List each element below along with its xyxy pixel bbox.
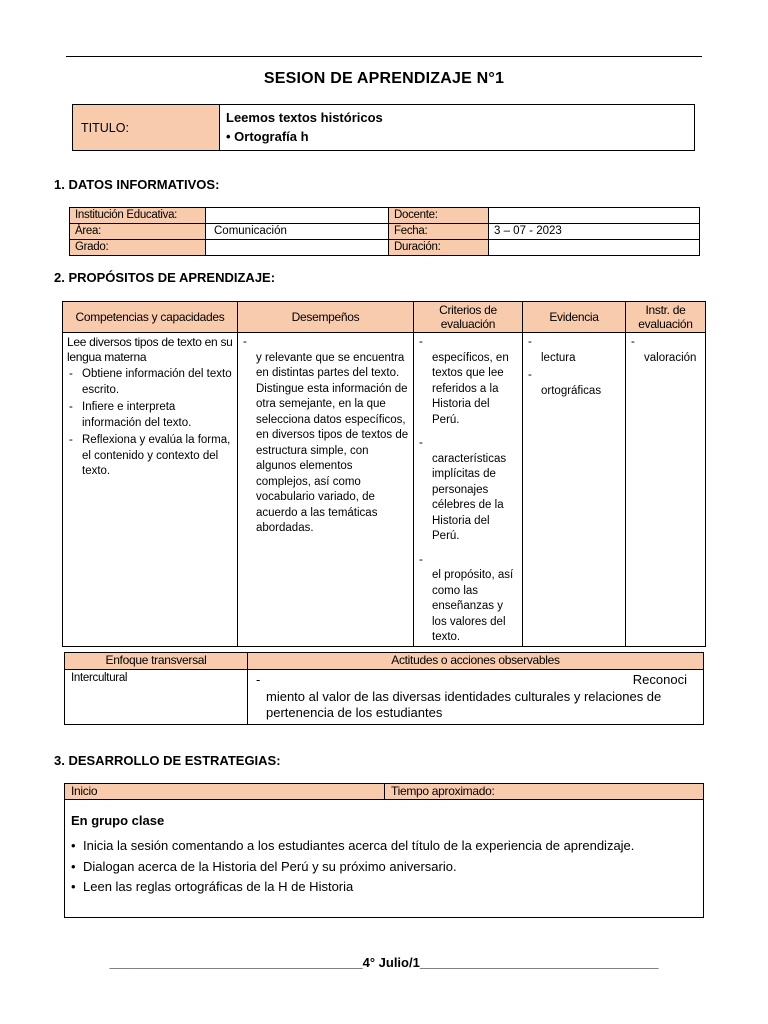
list-item: - Infiere e interpreta información del texto.: [69, 400, 237, 431]
list-item: - Reflexiona y evalúa la forma, el contenido y contexto del texto.: [69, 433, 237, 480]
criterio-text: el propósito, así como las enseñanzas y los valores del texto.: [432, 569, 514, 643]
section-heading-datos: 1. DATOS INFORMATIVOS:: [54, 177, 220, 192]
desempenos-cell: [238, 333, 414, 647]
evidencia-text: lectura: [541, 351, 576, 364]
competencia-title: Lee diversos tipos de texto en su lengua materna: [67, 335, 233, 364]
header-inicio: Inicio: [65, 784, 385, 800]
instrumento-cell: [626, 333, 706, 647]
header-rule: [66, 56, 702, 57]
list-item: • Dialogan acerca de la Historia del Perú y su próximo aniversario.: [65, 857, 703, 878]
titulo-line2: • Ortografía h: [226, 129, 309, 144]
titulo-line1: Leemos textos históricos: [226, 110, 383, 125]
dash-marker: -: [419, 437, 423, 449]
dash-marker: -: [631, 336, 635, 348]
section-heading-propositos: 2. PROPÓSITOS DE APRENDIZAJE:: [54, 270, 276, 285]
institucion-label: Institución Educativa:: [70, 208, 206, 224]
header-enfoque: Enfoque transversal: [65, 653, 248, 670]
dash-marker: -: [256, 672, 261, 687]
actitud-first-word: Reconoci: [632, 672, 687, 687]
dash-marker: -: [243, 336, 247, 348]
desarrollo-body: [65, 800, 704, 918]
grado-value: [206, 240, 389, 256]
header-criterios: Criterios de evaluación: [414, 302, 523, 333]
grado-label: Grado:: [70, 240, 206, 256]
titulo-table: [72, 104, 695, 151]
enfoque-actitudes: [248, 670, 704, 725]
area-label: Área:: [70, 224, 206, 240]
dash-marker: -: [419, 336, 423, 348]
strategies-list: [65, 836, 703, 898]
page-footer: ___________________________________4° Julio/1_________________________________: [109, 955, 659, 970]
header-desempenos: Desempeños: [238, 302, 414, 333]
duracion-label: Duración:: [389, 240, 489, 256]
enfoque-name: Intercultural: [65, 670, 248, 725]
list-item: • Leen las reglas ortográficas de la H de Historia: [65, 877, 703, 898]
header-evidencia: Evidencia: [523, 302, 626, 333]
propositos-table: [62, 301, 706, 647]
header-actitudes: Actitudes o acciones observables: [248, 653, 704, 670]
capacidades-list: [63, 367, 237, 480]
section-heading-desarrollo: 3. DESARROLLO DE ESTRATEGIAS:: [54, 753, 281, 768]
fecha-label: Fecha:: [389, 224, 489, 240]
enfoque-table: [64, 652, 704, 725]
fecha-value: 3 – 07 - 2023: [489, 224, 700, 240]
page-title: SESION DE APRENDIZAJE N°1: [263, 70, 505, 87]
competencias-cell: [63, 333, 238, 647]
desempeno-text: y relevante que se encuentra en distintas partes del texto. Distingue esta información de otra semejante, en la que selecciona datos específicos, en diversos tipos de textos de estructura simple, con algunos elementos complejos, así como vocabulario variado, de acuerdo a las temáticas abordadas.: [256, 351, 409, 534]
group-label: En grupo clase: [71, 813, 165, 828]
criterio-text: específicos, en textos que lee referidos a la Historia del Perú.: [432, 351, 509, 426]
header-instrumento: Instr. de evaluación: [626, 302, 706, 333]
docente-label: Docente:: [389, 208, 489, 224]
header-tiempo: Tiempo aproximado:: [385, 784, 704, 800]
area-value: Comunicación: [206, 224, 389, 240]
list-item: - Obtiene información del texto escrito.: [69, 367, 237, 398]
dash-marker: -: [419, 553, 423, 566]
criterios-cell: [414, 333, 523, 647]
instrumento-text: valoración: [644, 351, 697, 364]
actitud-rest: miento al valor de las diversas identidades culturales y relaciones de pertenencia de los estudiantes: [266, 688, 662, 720]
header-competencias: Competencias y capacidades: [63, 302, 238, 333]
desarrollo-table: [64, 783, 704, 918]
criterio-text: características implícitas de personajes célebres de la Historia del Perú.: [432, 452, 507, 542]
dash-marker: -: [528, 369, 532, 381]
titulo-label: TITULO:: [73, 105, 220, 151]
titulo-value: [220, 105, 695, 151]
datos-table: [69, 207, 700, 256]
dash-marker: -: [528, 336, 532, 348]
duracion-value: [489, 240, 700, 256]
actitud-first-line: [256, 672, 687, 689]
list-item: • Inicia la sesión comentando a los estudiantes acerca del título de la experiencia de aprendizaje.: [65, 836, 703, 857]
evidencia-cell: [523, 333, 626, 647]
docente-value: [489, 208, 700, 224]
institucion-value: [206, 208, 389, 224]
evidencia-text: ortográficas: [541, 384, 602, 397]
